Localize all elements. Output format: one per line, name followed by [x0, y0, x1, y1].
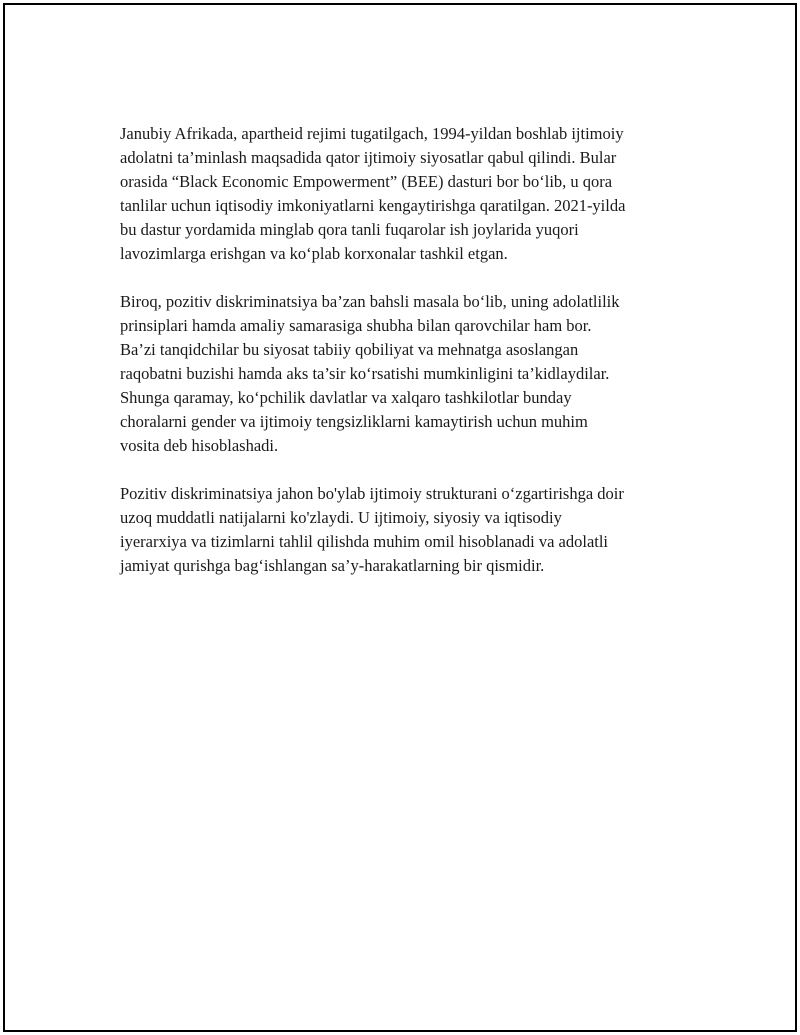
document-body — [120, 122, 680, 602]
page-frame — [3, 3, 797, 1032]
paragraph-1: Janubiy Afrikada, apartheid rejimi tugatilgach, 1994-yildan boshlab ijtimoiy adolatni ta’minlash maqsadida qator ijtimoiy siyosatlar qabul qilindi. Bular orasida “Black Economic Empowerment” (BEE) dasturi bor bo‘lib, u qora tanlilar uchun iqtisodiy imkoniyatlarni kengaytirishga qaratilgan. 2021-yilda bu dastur yordamida minglab qora tanli fuqarolar ish joylarida yuqori lavozimlarga erishgan va ko‘plab korxonalar tashkil etgan. — [120, 124, 626, 263]
paragraph-2: Biroq, pozitiv diskriminatsiya ba’zan bahsli masala bo‘lib, uning adolatlilik prinsiplari hamda amaliy samarasiga shubha bilan qarovchilar ham bor. Ba’zi tanqidchilar bu siyosat tabiiy qobiliyat va mehnatga asoslangan raqobatni buzishi hamda aks ta’sir ko‘rsatishi mumkinligini ta’kidlaydilar. Shunga qaramay, ko‘pchilik davlatlar va xalqaro tashkilotlar bunday choralarni gender va ijtimoiy tengsizliklarni kamaytirish uchun muhim vosita deb hisoblashadi. — [120, 292, 620, 455]
paragraph-3: Pozitiv diskriminatsiya jahon bo'ylab ijtimoiy strukturani o‘zgartirishga doir uzoq muddatli natijalarni ko'zlaydi. U ijtimoiy, siyosiy va iqtisodiy iyerarxiya va tizimlarni tahlil qilishda muhim omil hisoblanadi va adolatli jamiyat qurishga bag‘ishlangan sa’y-harakatlarning bir qismidir. — [120, 484, 624, 575]
